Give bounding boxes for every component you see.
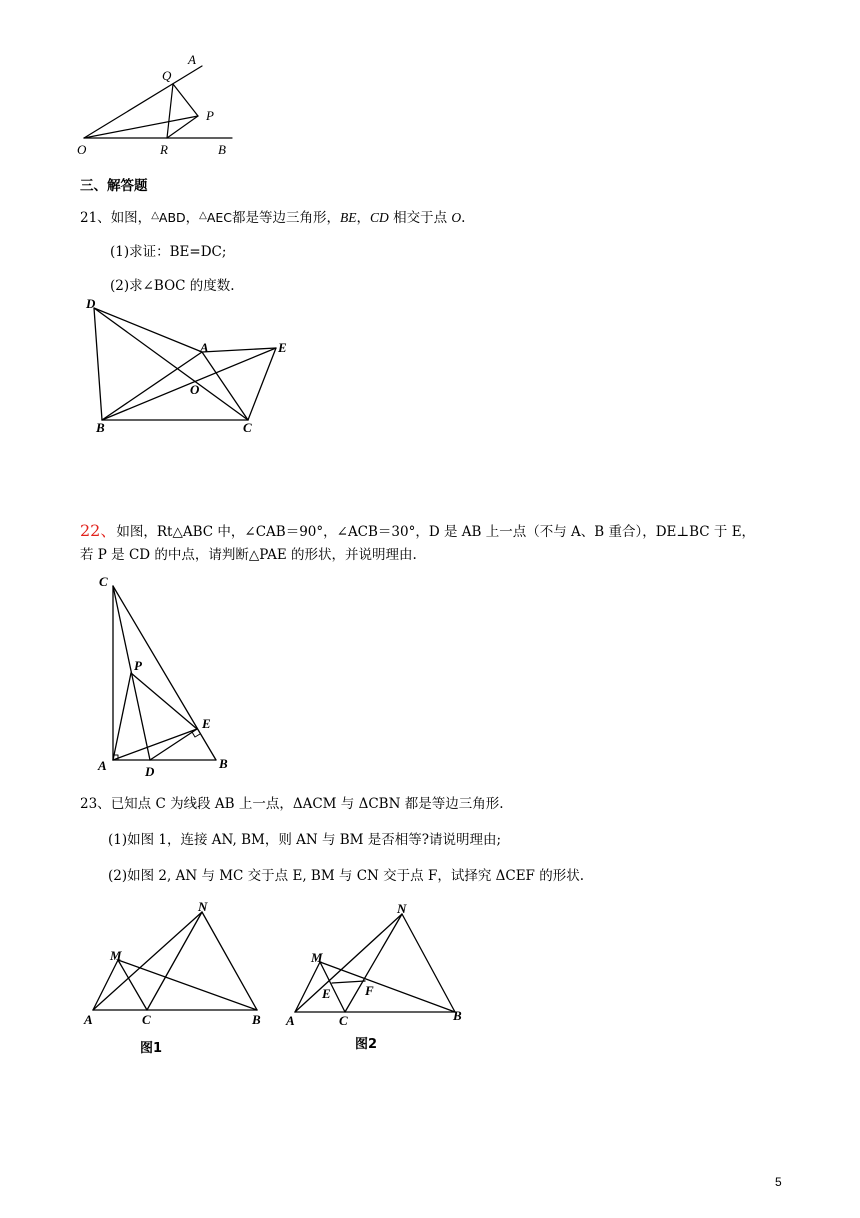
q21-text-b: 都是等边三角形， [232, 210, 341, 226]
label-e: E [322, 986, 331, 1001]
q23-line1: 已知点 C 为线段 AB 上一点，ΔACM 与 ΔCBN 都是等边三角形. [110, 796, 504, 812]
label-c: C [99, 574, 108, 589]
label-c: C [339, 1013, 348, 1028]
q22-stem-line2: 若 P 是 CD 的中点，请判断△PAE 的形状，并说明理由. [80, 547, 417, 563]
label-c: C [142, 1012, 151, 1027]
label-n: N [397, 901, 407, 916]
figure-q20 [70, 50, 250, 162]
segment-am [295, 962, 320, 1012]
label-b: B [218, 142, 226, 157]
label-f: F [365, 983, 374, 998]
caption-fig1: 图1 [140, 1041, 163, 1056]
q21-text-c: 相交于点 [388, 210, 452, 226]
q21-number: 21、 [80, 210, 111, 226]
segment-ef [332, 981, 365, 983]
segment-dc [94, 308, 248, 420]
label-b: B [252, 1012, 261, 1027]
q21-tri1: ABD [158, 210, 186, 225]
segment-nb [402, 914, 455, 1012]
label-d: D [86, 296, 96, 311]
triangle-icon: △ [199, 210, 207, 221]
segment-mb [118, 960, 257, 1010]
label-p: P [206, 108, 214, 123]
label-e: E [202, 716, 211, 731]
label-p: P [134, 658, 142, 673]
label-e: E [278, 340, 287, 355]
label-b: B [219, 756, 228, 771]
segment-cb [113, 586, 216, 760]
q21-sep: ， [185, 210, 200, 226]
segment-mc [118, 960, 147, 1010]
q23-stem [80, 794, 503, 814]
q22-stem-line1 [80, 521, 755, 542]
segment-mb [320, 962, 455, 1012]
triangle-abd [94, 308, 202, 420]
q21-be: BE [340, 210, 357, 225]
segment-be [102, 348, 276, 420]
section-title: 三、解答题 [80, 178, 148, 194]
label-m: M [110, 948, 122, 963]
q23-number: 23、 [80, 796, 111, 812]
segment-nb [202, 912, 257, 1010]
figure-q23-1 [80, 898, 280, 1058]
q22-line1: 如图，Rt△ABC 中，∠CAB＝90°，∠ACB＝30°，D 是 AB 上一点（不与 A、B 重合），DE⊥BC 于 E， [116, 524, 756, 540]
figure-q21 [80, 296, 310, 441]
triangle-aec [202, 348, 276, 420]
q21-stem [80, 206, 465, 228]
segment-pa [113, 673, 131, 760]
q23-part2: (2)如图 2, AN 与 MC 交于点 E, BM 与 CN 交于点 F，试择究 ΔCEF 的形状. [108, 868, 584, 884]
segment-am [93, 960, 118, 1010]
page-number: 5 [775, 1175, 782, 1189]
q21-comma: ， [356, 210, 371, 226]
segment-pe [131, 673, 197, 729]
segment-de [150, 729, 197, 760]
label-a: A [200, 340, 209, 355]
label-b: B [96, 420, 105, 435]
label-a: A [286, 1013, 295, 1028]
label-n: N [198, 899, 208, 914]
figure-q23-2 [282, 898, 482, 1058]
q21-tri2: AEC [206, 210, 233, 225]
segment-ae [113, 729, 197, 760]
q21-part2: (2)求∠BOC 的度数. [110, 278, 235, 294]
label-r: R [160, 142, 168, 157]
q23-part1: (1)如图 1，连接 AN, BM，则 AN 与 BM 是否相等?请说明理由; [108, 832, 502, 848]
q21-text-a: 如图， [110, 210, 152, 226]
label-a: A [98, 758, 107, 773]
q21-period: . [461, 210, 466, 226]
segment-qr [167, 84, 173, 138]
label-a: A [188, 52, 196, 67]
label-a: A [84, 1012, 93, 1027]
label-m: M [311, 950, 323, 965]
label-o: O [190, 382, 200, 397]
caption-fig2: 图2 [355, 1037, 378, 1052]
q22-number: 22、 [80, 521, 117, 540]
label-q: Q [162, 68, 172, 83]
q21-o: O [451, 210, 462, 225]
triangle-icon: △ [151, 210, 159, 221]
label-d: D [145, 764, 155, 779]
label-b: B [453, 1008, 462, 1023]
segment-qp [173, 84, 198, 116]
segment-cn [147, 912, 202, 1010]
label-c: C [243, 420, 252, 435]
q21-cd: CD [370, 210, 389, 225]
right-angle-mark-e [192, 732, 200, 737]
label-o: O [77, 142, 87, 157]
figure-q22 [94, 572, 244, 777]
q21-part1: (1)求证：BE=DC; [110, 244, 227, 260]
